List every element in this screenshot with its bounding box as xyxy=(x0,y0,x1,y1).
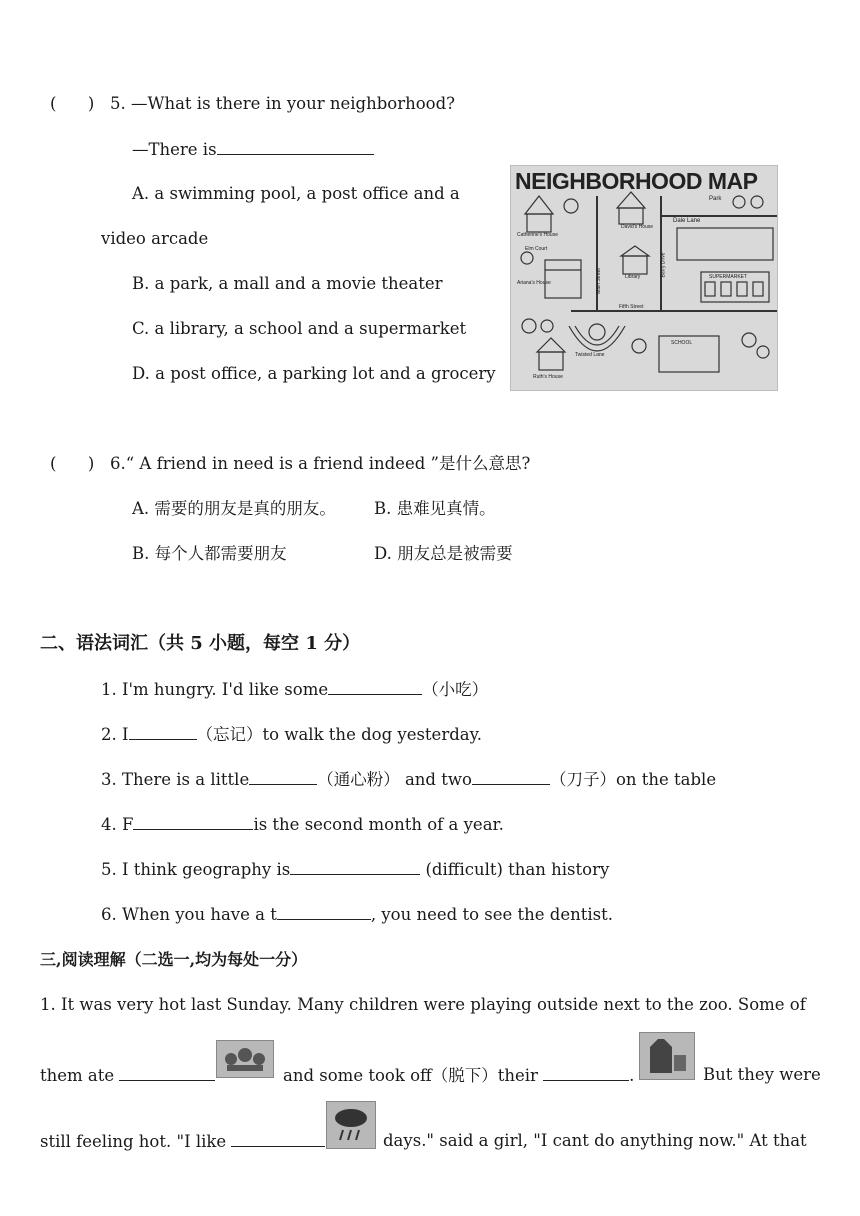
question-6-text: 6.“ A friend in need is a friend indeed ”是什么意思? xyxy=(110,454,531,473)
map-label-supermarket: SUPERMARKET xyxy=(709,274,748,280)
q6-option-b-right: B. 患难见真情。 xyxy=(374,499,496,518)
reading-line-2b xyxy=(283,1065,634,1086)
map-label-fifth-street: Fifth Street xyxy=(619,304,644,310)
item-hint: （忘记）to walk the dog yesterday. xyxy=(196,725,482,744)
item-hint: （刀子）on the table xyxy=(549,770,717,789)
grammar-item-6 xyxy=(101,904,613,925)
item-text: 3. There is a little xyxy=(101,770,250,789)
option-b: B. a park, a mall and a movie theater xyxy=(132,274,443,293)
answer-blank[interactable] xyxy=(129,724,197,740)
map-label-library: Library xyxy=(625,274,641,280)
reading-line-3a xyxy=(40,1131,325,1152)
option-c: C. a library, a school and a supermarket xyxy=(132,319,467,338)
grammar-item-3 xyxy=(101,769,716,790)
reading-line-2d: But they were xyxy=(703,1065,821,1084)
item-text: 4. F xyxy=(101,815,134,834)
question-5-answer-line xyxy=(132,139,374,160)
map-label-davids-house: David's House xyxy=(621,224,654,230)
answer-paren-5: ( ) xyxy=(50,94,95,113)
grammar-item-4 xyxy=(101,814,504,835)
item-hint: , you need to see the dentist. xyxy=(370,905,613,924)
item-hint: （小吃） xyxy=(422,680,489,699)
grammar-item-1 xyxy=(101,679,488,700)
map-title: NEIGHBORHOOD MAP xyxy=(515,168,758,194)
food-picture-icon xyxy=(216,1040,274,1078)
q6-option-d: D. 朋友总是被需要 xyxy=(374,544,513,563)
line-text: and some took off（脱下）their xyxy=(283,1066,538,1085)
rain-picture-icon xyxy=(326,1101,376,1149)
answer-blank[interactable] xyxy=(231,1131,325,1147)
line-text: still feeling hot. "I like xyxy=(40,1132,227,1151)
answer-blank[interactable] xyxy=(472,769,550,785)
answer-blank[interactable] xyxy=(328,679,422,695)
map-label-park: Park xyxy=(709,196,722,202)
item-text: 5. I think geography is xyxy=(101,860,291,879)
item-text: 2. I xyxy=(101,725,129,744)
map-label-barry-drive: Barry Drive xyxy=(660,252,667,278)
answer-blank[interactable] xyxy=(119,1065,215,1081)
line-text: them ate xyxy=(40,1066,115,1085)
item-hint: is the second month of a year. xyxy=(253,815,504,834)
q6-option-b: B. 每个人都需要朋友 xyxy=(132,544,287,563)
reading-line-3b: days." said a girl, "I cant do anything now." At that xyxy=(383,1131,807,1150)
reading-line-1: 1. It was very hot last Sunday. Many children were playing outside next to the zoo. Some of xyxy=(40,995,806,1014)
map-label-ruths-house: Ruth's House xyxy=(533,374,563,380)
answer-blank[interactable] xyxy=(249,769,317,785)
q6-option-a: A. 需要的朋友是真的朋友。 xyxy=(132,499,336,518)
map-label-school: SCHOOL xyxy=(671,340,693,346)
map-label-catherines-house: Catherine's House xyxy=(517,232,558,238)
answer-prefix: —There is xyxy=(132,140,217,159)
map-label-dale-lane: Dale Lane xyxy=(673,218,701,224)
neighborhood-map-image xyxy=(510,165,778,391)
section-2-heading: 二、语法词汇（共 5 小题，每空 1 分） xyxy=(40,633,361,654)
section-3-heading: 三,阅读理解（二选一,均为每处一分） xyxy=(40,950,308,969)
answer-paren-6: ( ) xyxy=(50,454,95,473)
map-label-elm-court: Elm Court xyxy=(525,246,548,252)
line-text: . xyxy=(629,1066,635,1085)
answer-blank[interactable] xyxy=(543,1065,629,1081)
item-text: 6. When you have a t xyxy=(101,905,277,924)
grammar-item-2 xyxy=(101,724,482,745)
item-hint: (difficult) than history xyxy=(420,860,610,879)
answer-blank[interactable] xyxy=(133,814,253,830)
map-label-arianas-house: Ariana's House xyxy=(517,280,551,286)
item-hint: （通心粉） and two xyxy=(317,770,472,789)
map-label-main-street: Main Street xyxy=(595,268,602,294)
option-a-line2: video arcade xyxy=(101,229,209,248)
map-label-twisted-lane: Twisted Lane xyxy=(575,352,605,358)
option-d: D. a post office, a parking lot and a grocery xyxy=(132,364,496,383)
question-5-text: 5. —What is there in your neighborhood? xyxy=(110,94,456,113)
grammar-item-5 xyxy=(101,859,609,880)
answer-blank[interactable] xyxy=(217,139,374,155)
option-a-line1: A. a swimming pool, a post office and a xyxy=(132,184,460,203)
item-text: 1. I'm hungry. I'd like some xyxy=(101,680,329,699)
reading-line-2a xyxy=(40,1065,215,1086)
answer-blank[interactable] xyxy=(290,859,420,875)
clothes-picture-icon xyxy=(639,1032,695,1080)
answer-blank[interactable] xyxy=(277,904,371,920)
